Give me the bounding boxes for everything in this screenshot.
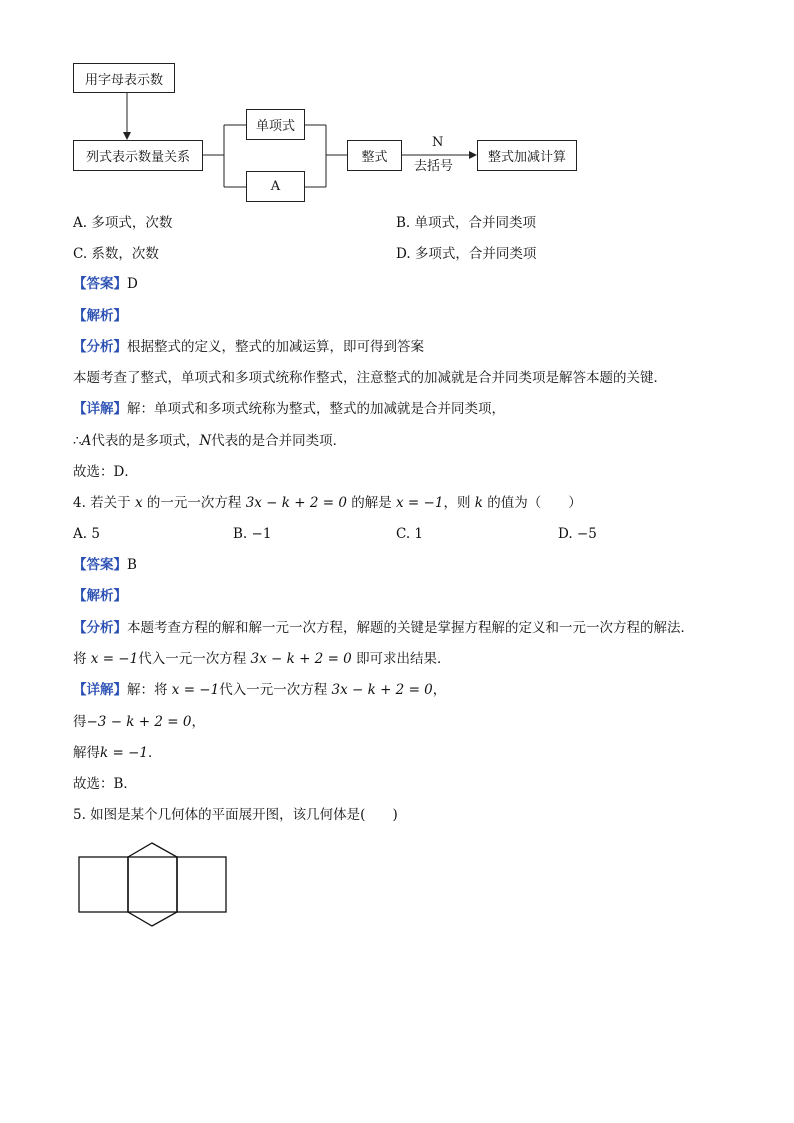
sub-eq: 3x − k + 2 = 0	[250, 651, 352, 667]
q4-stem-mid1: 的一元一次方程	[146, 495, 242, 511]
answer-tag: 【答案】	[73, 276, 127, 292]
sub-mid: 代入一元一次方程	[138, 651, 247, 667]
detail-tag: 【详解】	[73, 401, 127, 417]
sub-end: 即可求出结果．	[356, 651, 451, 667]
q4-stem-k: k	[474, 495, 483, 511]
step2-eq: k = −1	[100, 745, 148, 761]
net-square-middle	[128, 857, 177, 912]
fenxi-text: 本题考查方程的解和解一元一次方程，解题的关键是掌握方程解的定义和一元一次方程的解法．	[127, 620, 694, 636]
flow-box-letters: 用字母表示数	[73, 63, 175, 93]
analysis-tag: 【解析】	[73, 588, 127, 604]
answer-value: D	[127, 276, 138, 292]
fenxi-tag: 【分析】	[73, 620, 127, 636]
flow-box-monomial: 单项式	[246, 109, 305, 140]
answer-tag: 【答案】	[73, 557, 127, 573]
q3-option-a: A. 多项式，次数	[73, 215, 173, 231]
var-a: A	[81, 433, 92, 449]
net-square-left	[79, 857, 128, 912]
q4-stem-x: x	[134, 495, 143, 511]
q4-stem-sol: x = −1	[396, 495, 444, 511]
q4-choose: 故选：B．	[73, 776, 137, 792]
q4-option-b: B. −1	[233, 526, 272, 542]
step2-pre: 解得	[73, 745, 100, 761]
flow-box-polynomial: 整式	[347, 140, 402, 171]
q4-option-c: C. 1	[396, 526, 424, 542]
q4-stem-mid3: ，则	[443, 495, 471, 511]
conclusion-mid: 代表的是多项式，	[91, 433, 200, 449]
q4-option-a: A. 5	[73, 526, 100, 542]
sub-pre: 将	[73, 651, 87, 667]
detail-mid: 代入一元一次方程	[219, 682, 328, 698]
q4-stem-eq: 3x − k + 2 = 0	[245, 495, 347, 511]
arrow-label-n: N	[432, 135, 444, 150]
sub-x: x = −1	[90, 651, 139, 667]
q4-option-d: D. −5	[558, 526, 597, 542]
var-n: N	[199, 433, 212, 449]
conclusion-end: 代表的是合并同类项．	[211, 433, 347, 449]
detail-eq: 3x − k + 2 = 0	[331, 682, 433, 698]
q4-stem-pre: 4. 若关于	[73, 495, 131, 511]
q4-stem-mid2: 的解是	[351, 495, 392, 511]
step1-pre: 得	[73, 714, 87, 730]
q3-option-d: D. 多项式，合并同类项	[396, 246, 537, 262]
step2-end: ．	[147, 745, 162, 761]
detail-pre: 解：将	[127, 682, 168, 698]
arrow-label-remove-brackets: 去括号	[414, 159, 454, 174]
detail-x: x = −1	[171, 682, 220, 698]
analysis-tag: 【解析】	[73, 308, 127, 324]
q3-option-c: C. 系数，次数	[73, 246, 159, 262]
answer-value: B	[127, 557, 137, 573]
net-square-right	[177, 857, 226, 912]
flow-box-a: A	[246, 171, 305, 202]
therefore-symbol: ∴	[73, 433, 82, 449]
net-hexagon	[128, 843, 177, 926]
fenxi-text: 根据整式的定义，整式的加减运算，即可得到答案	[127, 339, 424, 355]
q5-stem: 5. 如图是某个几何体的平面展开图，该几何体是( )	[73, 807, 398, 823]
q3-choose: 故选：D．	[73, 464, 138, 480]
step1-eq: −3 − k + 2 = 0	[86, 714, 192, 730]
flow-box-relations: 列式表示数量关系	[73, 140, 203, 171]
detail-text: 解：单项式和多项式统称为整式，整式的加减就是合并同类项，	[127, 401, 505, 417]
q4-stem-end: 的值为（ ）	[487, 495, 582, 511]
detail-end: ，	[432, 682, 447, 698]
q3-summary: 本题考查了整式，单项式和多项式统称作整式，注意整式的加减就是合并同类项是解答本题的关键．	[73, 370, 667, 386]
step1-end: ，	[191, 714, 205, 730]
flow-box-calc: 整式加减计算	[477, 140, 577, 171]
q3-option-b: B. 单项式，合并同类项	[396, 215, 537, 231]
fenxi-tag: 【分析】	[73, 339, 127, 355]
detail-tag: 【详解】	[73, 682, 127, 698]
